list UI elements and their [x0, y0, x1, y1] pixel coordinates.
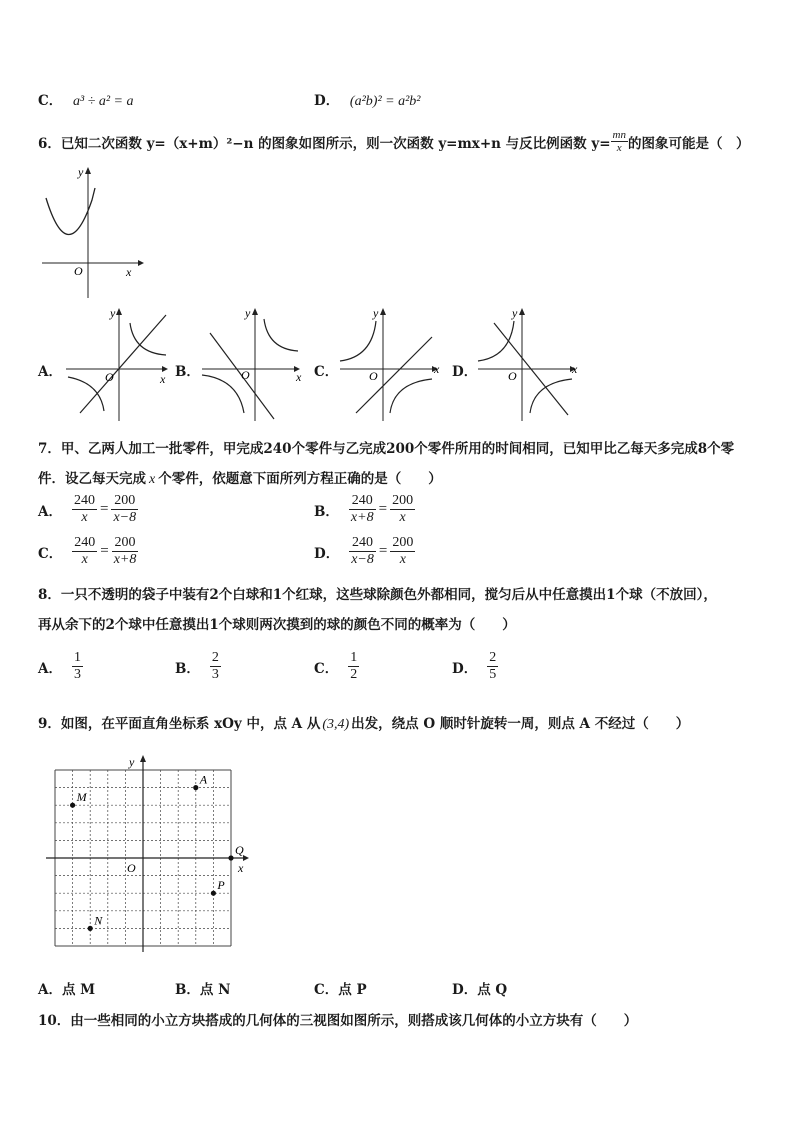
q7-stem-text-a: 件．设乙每天完成	[38, 471, 146, 487]
q6-option-c-label[interactable]: C．	[314, 364, 339, 380]
q7-right-fraction: $\frac{200}{x}$	[392, 493, 414, 525]
q9-option-d[interactable]: D．点 Q	[452, 982, 508, 998]
q8-option-label: A．	[38, 660, 62, 677]
q6-stem-text-b: 的图象可能是（ ）	[627, 135, 750, 152]
q9-point-p	[211, 891, 216, 896]
q6d-hyperbola-upper	[478, 321, 514, 361]
q6-option-c-graph[interactable]	[336, 303, 448, 423]
q6a-x-label: x	[160, 372, 166, 386]
q8-option-fraction: $\frac{2}{5}$	[489, 650, 497, 682]
q6c-y-label: y	[373, 306, 379, 320]
q9-point-label-n: N	[94, 913, 103, 928]
q6c-y-arrow-icon	[380, 308, 386, 315]
q8-stem-line1: 8．一只不透明的袋子中装有2个白球和1个红球，这些球除颜色外都相同，搅匀后从中任意摸出1个球（不放回），	[38, 587, 717, 603]
q6a-y-label: y	[110, 306, 116, 320]
q7-equals-sign: =	[378, 501, 388, 517]
q8-option-fraction: $\frac{2}{3}$	[211, 650, 219, 682]
q5-option-c-expr: a³ ÷ a² = a	[72, 94, 134, 109]
q6-origin-label: O	[74, 264, 83, 278]
q8-option-label: D．	[452, 660, 478, 677]
q6d-hyperbola-lower	[530, 379, 572, 413]
q6c-origin-label: O	[369, 369, 378, 383]
q9-point-label-a: A	[199, 772, 208, 787]
q6a-line	[80, 315, 166, 413]
q7-option-d[interactable]	[314, 535, 415, 568]
q8-option-b[interactable]	[175, 650, 221, 683]
q6d-origin-label: O	[508, 369, 517, 383]
q9-point-label-q: Q	[235, 843, 244, 857]
q5-option-d-label: D．	[314, 93, 340, 109]
q8-option-fraction: $\frac{1}{3}$	[73, 650, 81, 682]
q6-y-label: y	[78, 165, 84, 179]
q8-option-label: C．	[314, 660, 339, 677]
q10-stem: 10．由一些相同的小立方块搭成的几何体的三视图如图所示，则搭成该几何体的小立方块有（ ）	[38, 1013, 638, 1029]
q6-stem	[38, 129, 749, 154]
q6-option-a-label[interactable]: A．	[38, 364, 62, 380]
q6b-x-label: x	[296, 370, 302, 384]
q9-coordinate-grid	[40, 752, 255, 957]
q6-option-b-graph[interactable]	[198, 303, 310, 423]
q7-left-fraction: $\frac{240}{x}$	[74, 535, 96, 567]
q7-equals-sign: =	[378, 543, 388, 559]
q9-y-arrow-icon	[140, 755, 146, 762]
q6-x-arrow-icon	[138, 260, 144, 266]
q6-stem-text-a: 6．已知二次函数 y=（x+m）²−n 的图象如图所示，则一次函数 y=mx+n 与反比例函数 y=	[38, 135, 611, 152]
q6-option-b-label[interactable]: B．	[175, 364, 200, 380]
q6-option-d-graph[interactable]	[474, 303, 586, 423]
q5-option-c-label: C．	[38, 93, 63, 109]
q7-right-fraction: $\frac{200}{x+8}$	[113, 535, 137, 567]
q6b-y-label: y	[245, 306, 251, 320]
q6d-y-arrow-icon	[519, 308, 525, 315]
q9-point-m	[70, 803, 75, 808]
q6a-y-arrow-icon	[116, 308, 122, 315]
q5-option-d[interactable]	[314, 89, 420, 110]
q7-left-fraction: $\frac{240}{x+8}$	[350, 493, 374, 525]
q9-stem-coord: (3,4)	[322, 717, 350, 732]
q9-point-n	[88, 926, 93, 931]
q6-fraction-den: x	[616, 142, 622, 154]
q9-point-label-p: P	[217, 878, 225, 893]
q7-stem-text-b: 个零件，依题意下面所列方程正确的是（ ）	[158, 471, 442, 487]
q6b-y-arrow-icon	[252, 308, 258, 315]
q7-left-fraction: $\frac{240}{x-8}$	[351, 535, 374, 567]
q6-x-label: x	[126, 265, 132, 279]
q7-equals-sign: =	[100, 543, 109, 559]
q9-x-arrow-icon	[243, 855, 249, 861]
q6b-origin-label: O	[241, 368, 250, 382]
q8-option-c[interactable]	[314, 650, 359, 683]
q9-option-a[interactable]: A．点 M	[38, 982, 96, 998]
q6c-hyperbola-lower	[390, 379, 432, 413]
q7-stem-line2	[38, 467, 442, 488]
q7-right-fraction: $\frac{200}{x-8}$	[113, 493, 137, 525]
q9-stem-text-a: 9．如图，在平面直角坐标系 xOy 中，点 A 从	[38, 716, 321, 732]
q8-option-d[interactable]	[452, 650, 498, 683]
q7-option-label: B．	[314, 503, 339, 520]
q6-parabola-graph	[38, 160, 148, 300]
q9-stem-text-b: 出发，绕点 O 顺时针旋转一周，则点 A 不经过（ ）	[351, 716, 690, 732]
q9-point-q	[228, 855, 233, 860]
q6-stem-fraction	[611, 129, 628, 154]
q7-option-label: C．	[38, 545, 63, 562]
q6-option-a-graph[interactable]	[62, 303, 174, 423]
q9-point-a	[193, 785, 198, 790]
q7-stem-line1: 7．甲、乙两人加工一批零件，甲完成240个零件与乙完成200个零件所用的时间相同，已知甲比乙每天多完成8个零	[38, 441, 735, 457]
q7-left-fraction: $\frac{240}{x}$	[73, 493, 95, 525]
q5-option-d-expr: (a²b)² = a²b²	[349, 94, 421, 109]
q6b-hyperbola-upper	[264, 319, 298, 351]
q6d-y-label: y	[512, 306, 518, 320]
q8-stem-line2: 再从余下的2个球中任意摸出1个球则两次摸到的球的颜色不同的概率为（ ）	[38, 617, 516, 633]
q9-x-label: x	[238, 861, 244, 875]
q6c-hyperbola-upper	[340, 321, 376, 361]
q8-option-fraction: $\frac{1}{2}$	[350, 650, 358, 682]
q6-fraction-num: mn	[612, 129, 626, 141]
q5-option-c[interactable]	[38, 89, 133, 110]
q6c-line	[356, 337, 432, 413]
q6-y-arrow-icon	[85, 167, 91, 174]
q6-option-d-label[interactable]: D．	[452, 364, 478, 380]
q9-option-b[interactable]: B．点 N	[175, 982, 231, 998]
q7-option-c[interactable]	[38, 535, 138, 568]
q7-option-label: D．	[314, 545, 340, 562]
q8-option-label: B．	[175, 660, 200, 677]
q9-stem	[38, 712, 689, 733]
q7-right-fraction: $\frac{200}{x}$	[392, 535, 414, 567]
q6d-x-label: x	[572, 362, 578, 376]
q9-point-label-m: M	[76, 790, 87, 805]
q6c-x-label: x	[434, 362, 440, 376]
q6b-hyperbola-lower	[202, 375, 244, 413]
q7-option-b[interactable]	[314, 493, 415, 526]
q9-origin-label: O	[127, 861, 136, 875]
q7-option-a[interactable]	[38, 493, 138, 526]
q7-option-label: A．	[38, 503, 62, 520]
q9-y-label: y	[129, 755, 135, 769]
q7-equals-sign: =	[99, 501, 109, 517]
q7-stem-var: x	[149, 472, 156, 487]
q8-option-a[interactable]	[38, 650, 83, 683]
q9-option-c[interactable]: C．点 P	[314, 982, 367, 998]
q6a-origin-label: O	[105, 370, 114, 384]
